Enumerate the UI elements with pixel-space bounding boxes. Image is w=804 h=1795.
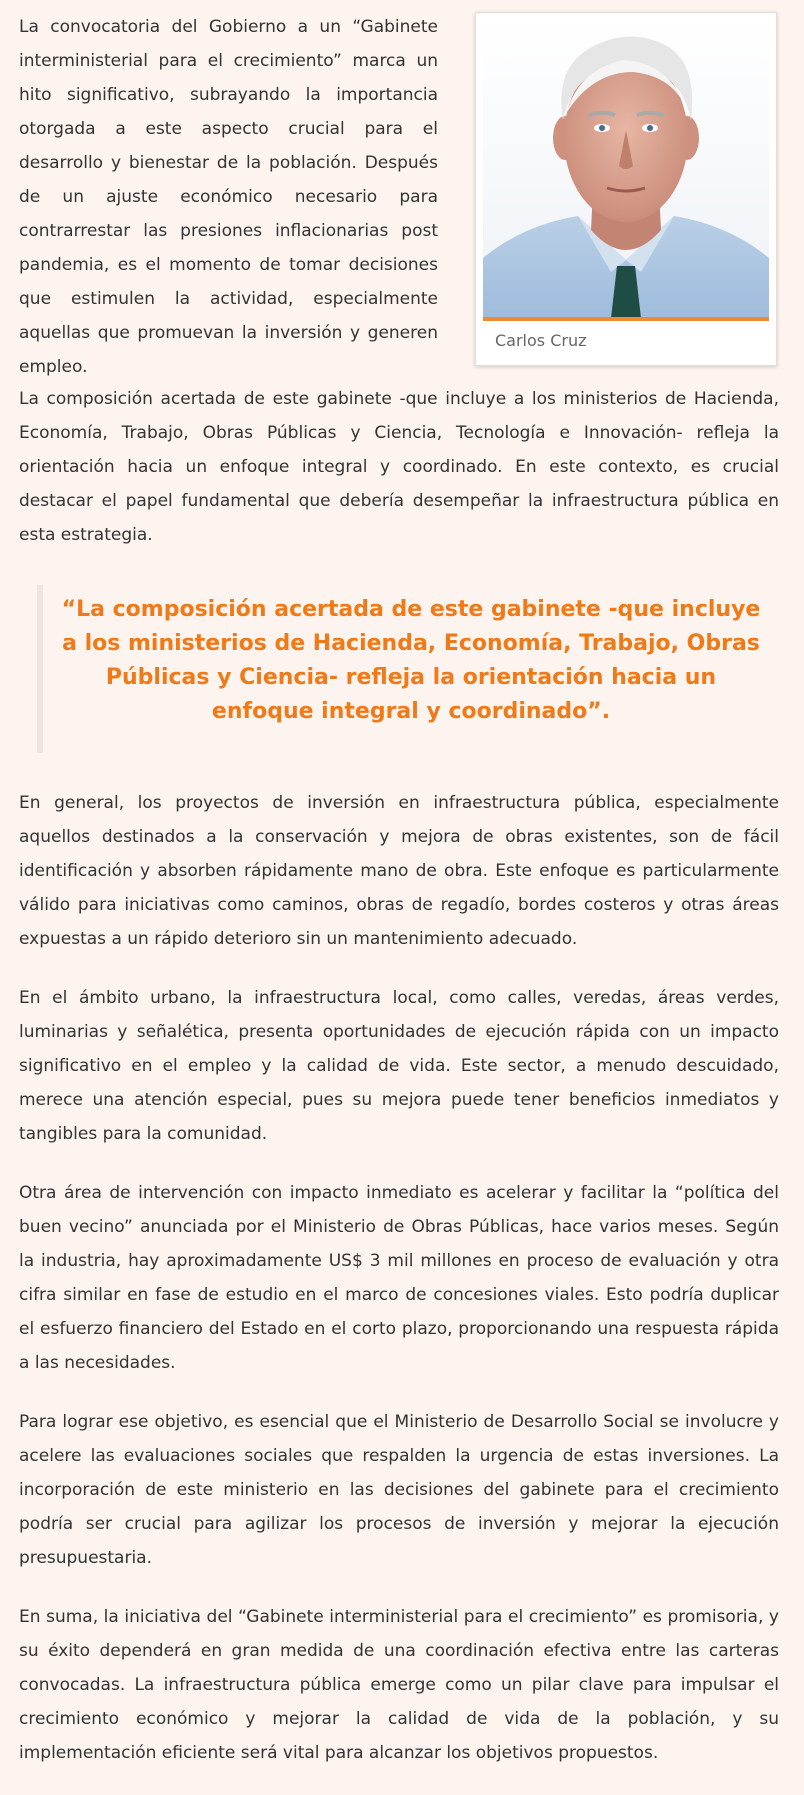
paragraph: Para lograr ese objetivo, es esencial que el Ministerio de Desarrollo Social se involucre y acelere las evaluaciones sociales que respalden la urgencia de estas inversiones. La incorporación de este ministerio en las decisiones del gabinete para el crecimiento podría ser crucial para agilizar los procesos de inversión y mejorar la ejecución presupuestaria. (19, 1412, 779, 1568)
pull-quote-text: “La composición acertada de este gabinete -que incluye a los ministerios de Hacienda, Economía, Trabajo, Obras Públicas y Ciencia- refleja la orientación hacia un enfoque integral y coordinado”. (61, 597, 761, 724)
pull-quote (37, 585, 779, 753)
paragraph: Otra área de intervención con impacto inmediato es acelerar y facilitar la “política del buen vecino” anunciada por el Ministerio de Obras Públicas, hace varios meses. Según la industria, hay aproximadamente US$ 3 mil millones en proceso de evaluación y otra cifra similar en fase de estudio en el marco de concesiones viales. Esto podría duplicar el esfuerzo financiero del Estado en el corto plazo, proporcionando una respuesta rápida a las necesidades. (19, 1183, 779, 1373)
author-portrait-image (483, 20, 769, 318)
author-figure (475, 12, 777, 366)
paragraph: En general, los proyectos de inversión en infraestructura pública, especialmente aquellos destinados a la conservación y mejora de obras existentes, son de fácil identificación y absorben rápidamente mano de obra. Este enfoque es particularmente válido para iniciativas como caminos, obras de regadío, bordes costeros y otras áreas expuestas a un rápido deterioro sin un mantenimiento adecuado. (19, 793, 779, 949)
paragraph: En el ámbito urbano, la infraestructura local, como calles, veredas, áreas verdes, luminarias y señalética, presenta oportunidades de ejecución rápida con un impacto significativo en el empleo y la calidad de vida. Este sector, a menudo descuidado, merece una atención especial, pues su mejora puede tener beneficios inmediatos y tangibles para la comunidad. (19, 988, 779, 1144)
article-body (19, 10, 779, 1795)
author-photo (483, 20, 769, 318)
intro-paragraph: La convocatoria del Gobierno a un “Gabinete interministerial para el crecimiento” marca un hito significativo, subrayando la importancia otorgada a este aspecto crucial para el desarrollo y bienestar de la población. Después de un ajuste económico necesario para contrarrestar las presiones inflacionarias post pandemia, es el momento de tomar decisiones que estimulen la actividad, especialmente aquellas que promuevan la inversión y generen empleo. (19, 17, 438, 377)
caption-accent-bar (483, 317, 769, 321)
intro-section (19, 10, 779, 382)
figure-caption: Carlos Cruz (495, 331, 587, 350)
paragraph: En suma, la iniciativa del “Gabinete interministerial para el crecimiento” es promisoria, y su éxito dependerá en gran medida de una coordinación efectiva entre las carteras convocadas. La infraestructura pública emerge como un pilar clave para impulsar el crecimiento económico y mejorar la calidad de vida de la población, y su implementación eficiente será vital para alcanzar los objetivos propuestos. (19, 1607, 779, 1763)
paragraph: La composición acertada de este gabinete -que incluye a los ministerios de Hacienda, Economía, Trabajo, Obras Públicas y Ciencia, Tecnología e Innovación- refleja la orientación hacia un enfoque integral y coordinado. En este contexto, es crucial destacar el papel fundamental que debería desempeñar la infraestructura pública en esta estrategia. (19, 389, 779, 545)
